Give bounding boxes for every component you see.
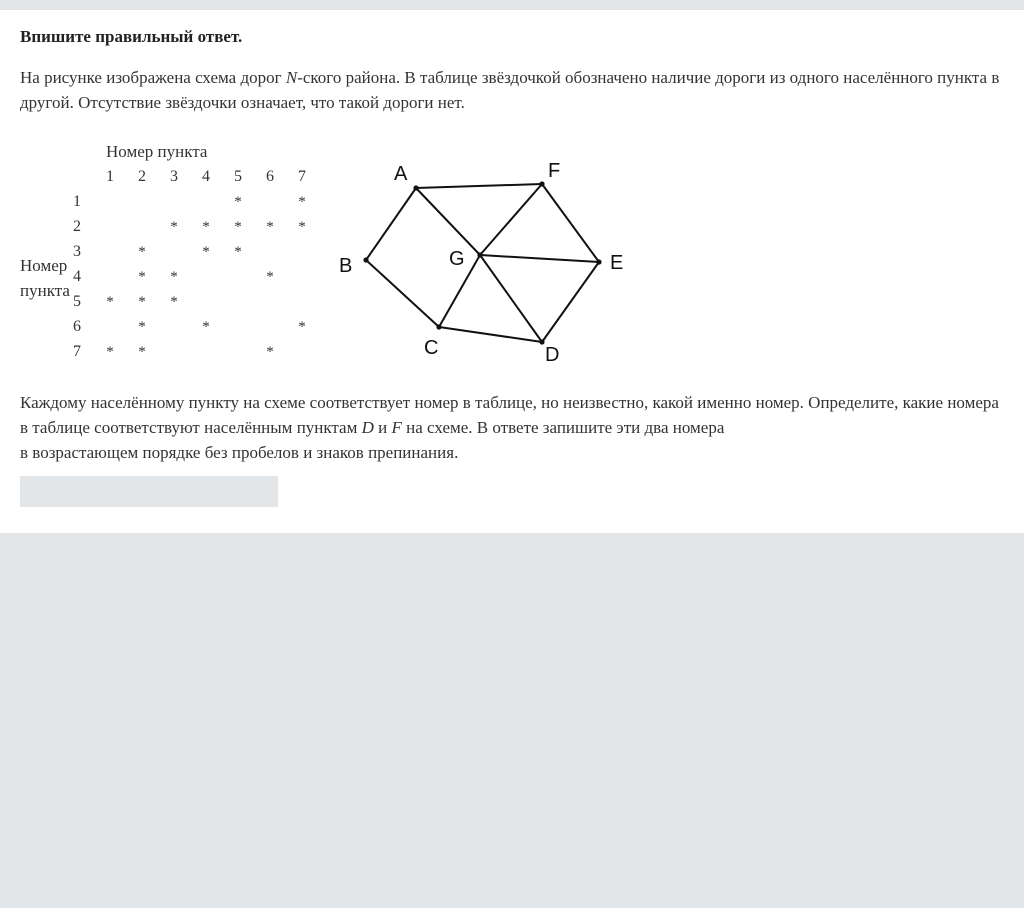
table-row-header: 3 xyxy=(73,243,81,260)
question-text-2: на схеме. В ответе запишите эти два номера xyxy=(401,418,725,437)
edge-g-e xyxy=(480,255,599,262)
answer-input[interactable] xyxy=(20,476,278,507)
table-row-header: 5 xyxy=(73,293,81,310)
edge-e-d xyxy=(542,262,599,342)
table-cell-road-mark: * xyxy=(170,219,178,235)
table-cell-road-mark: * xyxy=(234,219,242,235)
table-cell-road-mark: * xyxy=(202,219,210,235)
table-cell-road-mark: * xyxy=(202,244,210,260)
question-text-3: в возрастающем порядке без пробелов и знаков препинания. xyxy=(20,443,459,462)
vertex-a xyxy=(413,185,418,190)
vertex-label-c: C xyxy=(424,337,439,359)
table-cell-road-mark: * xyxy=(106,344,114,360)
graph-edges xyxy=(366,184,599,342)
vertex-c xyxy=(436,324,441,329)
vertex-b xyxy=(363,257,368,262)
table-column-title: Номер пункта xyxy=(106,142,208,161)
vertex-d xyxy=(539,339,544,344)
intro-text-end: -ского района. В таблице звёздочкой обозначено наличие дороги из одного населённого пункта в другой. Отсутствие звёздочки означает, что такой дороги нет. xyxy=(20,68,1000,112)
table-cell-road-mark: * xyxy=(298,194,306,210)
road-scheme-graph xyxy=(330,150,640,370)
task-instruction: Впишите правильный ответ. xyxy=(20,27,243,46)
table-column-header: 3 xyxy=(170,168,178,185)
table-cell-road-mark: * xyxy=(170,294,178,310)
table-row-header: 7 xyxy=(73,343,81,360)
table-cell-road-mark: * xyxy=(234,244,242,260)
edge-f-e xyxy=(542,184,599,262)
table-row-header: 1 xyxy=(73,193,81,210)
table-row-header: 2 xyxy=(73,218,81,235)
intro-n-variable: N xyxy=(285,68,298,87)
vertex-label-f: F xyxy=(548,160,561,182)
table-cell-road-mark: * xyxy=(138,319,146,335)
question-point-f: F xyxy=(391,418,402,437)
edge-b-c xyxy=(366,260,439,327)
question-point-d: D xyxy=(361,418,374,437)
row-title-line1: Номер xyxy=(20,256,68,275)
vertex-label-e: E xyxy=(610,252,624,274)
task-question xyxy=(20,390,1010,465)
table-column-header: 5 xyxy=(234,168,242,185)
vertex-label-b: B xyxy=(339,255,353,277)
table-cell-road-mark: * xyxy=(138,269,146,285)
table-row-title xyxy=(20,253,70,303)
edge-a-g xyxy=(416,188,480,255)
top-bar xyxy=(0,0,1024,10)
question-and: и xyxy=(373,418,392,437)
table-column-header: 7 xyxy=(298,168,306,185)
vertex-label-a: A xyxy=(394,163,408,185)
vertex-label-d: D xyxy=(545,344,560,366)
table-cell-road-mark: * xyxy=(298,319,306,335)
table-cell-road-mark: * xyxy=(266,219,274,235)
vertex-g xyxy=(477,252,482,257)
graph-labels xyxy=(339,160,623,366)
vertex-e xyxy=(596,259,601,264)
vertex-label-g: G xyxy=(449,248,465,270)
table-cell-road-mark: * xyxy=(266,344,274,360)
graph-vertices xyxy=(363,181,601,344)
table-row-header: 6 xyxy=(73,318,81,335)
task-intro xyxy=(20,65,1010,115)
edge-a-b xyxy=(366,188,416,260)
table-cell-road-mark: * xyxy=(266,269,274,285)
table-column-header: 2 xyxy=(138,168,146,185)
table-column-header: 6 xyxy=(266,168,274,185)
edge-a-f xyxy=(416,184,542,188)
table-cell-road-mark: * xyxy=(202,319,210,335)
edge-g-d xyxy=(480,255,542,342)
row-title-line2: пункта xyxy=(20,281,70,300)
question-text-1: Каждому населённому пункту на схеме соответствует номер в таблице, но неизвестно, какой именно номер. Определите, какие номера в таблице соответствуют населённым пунктам xyxy=(20,393,999,437)
edge-g-f xyxy=(480,184,542,255)
table-column-header: 4 xyxy=(202,168,210,185)
table-row-header: 4 xyxy=(73,268,81,285)
edge-c-d xyxy=(439,327,542,342)
table-column-header: 1 xyxy=(106,168,114,185)
table-cell-road-mark: * xyxy=(170,269,178,285)
table-cell-road-mark: * xyxy=(106,294,114,310)
task-card xyxy=(0,10,1024,533)
table-cell-road-mark: * xyxy=(234,194,242,210)
table-cell-road-mark: * xyxy=(138,294,146,310)
vertex-f xyxy=(539,181,544,186)
table-cell-road-mark: * xyxy=(138,244,146,260)
table-cell-road-mark: * xyxy=(138,344,146,360)
intro-text-start: На рисунке изображена схема дорог xyxy=(20,68,286,87)
table-cell-road-mark: * xyxy=(298,219,306,235)
